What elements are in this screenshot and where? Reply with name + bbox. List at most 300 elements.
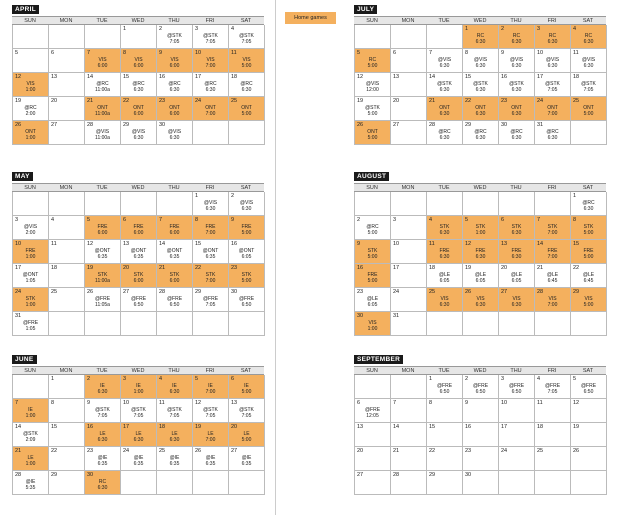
day-number: 15 [465, 74, 472, 80]
game-info: @RC 11:00a [95, 81, 110, 93]
game-info: @IE 5:35 [25, 479, 36, 491]
game-info: @RC 6:30 [168, 81, 181, 93]
day-cell [229, 192, 265, 216]
day-number: 5 [573, 376, 577, 382]
empty-cell [535, 312, 571, 336]
weekday-label: SAT [240, 185, 252, 191]
day-cell [193, 25, 229, 49]
weekday-label: FRI [205, 18, 215, 24]
game-info: @LE 6:05 [438, 272, 451, 284]
day-cell [13, 447, 49, 471]
game-info: LE 7:00 [205, 431, 216, 443]
weekday-label: WED [131, 18, 145, 24]
day-cell [85, 121, 121, 145]
day-cell [427, 264, 463, 288]
day-cell [571, 375, 607, 399]
game-info: IE 5:00 [241, 383, 252, 395]
month-label: JUNE [12, 355, 37, 364]
day-number: 16 [231, 241, 238, 247]
day-number: 5 [15, 50, 19, 56]
day-cell [13, 423, 49, 447]
game-info: @IE 6:35 [205, 455, 216, 467]
day-cell [157, 264, 193, 288]
game-info: @STK 7:05 [545, 81, 560, 93]
day-cell [157, 216, 193, 240]
day-number: 10 [15, 241, 22, 247]
day-number: 15 [51, 424, 58, 430]
weekday-label: WED [473, 18, 487, 24]
day-number: 31 [537, 122, 544, 128]
weekday-label: SAT [582, 185, 594, 191]
day-number: 17 [123, 424, 130, 430]
day-cell [535, 240, 571, 264]
day-number: 11 [159, 400, 165, 406]
empty-cell [157, 312, 193, 336]
game-info: RC 6:30 [583, 33, 594, 45]
game-info: @FRE 1:05 [22, 320, 39, 332]
day-cell [13, 49, 49, 73]
day-cell [391, 240, 427, 264]
day-cell [535, 121, 571, 145]
game-info: LE 1:00 [25, 455, 36, 467]
game-info: @STK 7:05 [167, 33, 182, 45]
game-info: @FRE 6:50 [166, 296, 183, 308]
game-info: @FRE 6:50 [130, 296, 147, 308]
game-info: RC 6:30 [511, 33, 522, 45]
day-number: 4 [51, 217, 55, 223]
day-cell [499, 288, 535, 312]
day-cell [463, 264, 499, 288]
weekday-label: TUE [96, 368, 108, 374]
day-number: 12 [357, 74, 364, 80]
day-cell [157, 288, 193, 312]
game-info: @VIS 6:30 [167, 129, 182, 141]
day-number: 21 [393, 448, 400, 454]
day-number: 20 [393, 98, 400, 104]
day-cell [355, 312, 391, 336]
game-info: @RC 6:30 [474, 129, 487, 141]
calendar-grid [12, 192, 264, 336]
game-info: @VIS 6:30 [581, 57, 596, 69]
game-info: @LE 6:05 [510, 272, 523, 284]
day-cell [121, 264, 157, 288]
day-number: 16 [87, 424, 94, 430]
day-number: 11 [429, 241, 435, 247]
home-games-legend: Home games [285, 12, 336, 24]
weekday-label: THU [510, 18, 522, 24]
day-number: 24 [537, 98, 544, 104]
day-number: 5 [195, 376, 199, 382]
day-number: 19 [15, 98, 22, 104]
day-cell [355, 447, 391, 471]
game-info: VIS 1:00 [25, 81, 36, 93]
day-cell [499, 49, 535, 73]
day-cell [427, 447, 463, 471]
day-cell [571, 399, 607, 423]
game-info: @RC 6:30 [240, 81, 253, 93]
game-info: STK 1:00 [475, 224, 486, 236]
day-cell [571, 240, 607, 264]
game-info: @ONT 6:05 [238, 248, 255, 260]
day-cell [121, 447, 157, 471]
day-number: 22 [429, 448, 436, 454]
day-cell [121, 97, 157, 121]
day-number: 15 [573, 241, 580, 247]
day-cell [13, 471, 49, 495]
day-number: 7 [15, 400, 19, 406]
game-info: @RC 6:30 [204, 81, 217, 93]
day-cell [463, 471, 499, 495]
day-number: 7 [393, 400, 397, 406]
game-info: @FRE 7:05 [202, 296, 219, 308]
day-cell [193, 240, 229, 264]
day-cell [229, 73, 265, 97]
day-cell [463, 216, 499, 240]
day-cell [571, 25, 607, 49]
day-cell [229, 288, 265, 312]
game-info: @VIS 6:30 [473, 57, 488, 69]
game-info: @VIS 2:00 [23, 224, 38, 236]
day-number: 27 [393, 122, 400, 128]
month-label: APRIL [12, 5, 39, 14]
weekday-label: SAT [240, 368, 252, 374]
day-cell [121, 216, 157, 240]
day-number: 2 [87, 376, 91, 382]
day-number: 23 [87, 448, 94, 454]
weekday-label: THU [510, 185, 522, 191]
empty-cell [85, 192, 121, 216]
day-cell [121, 25, 157, 49]
day-number: 6 [393, 50, 397, 56]
day-number: 4 [537, 376, 541, 382]
game-info: @STK 7:05 [203, 407, 218, 419]
day-cell [85, 49, 121, 73]
weekday-label: FRI [205, 185, 215, 191]
day-number: 25 [537, 448, 544, 454]
empty-cell [121, 312, 157, 336]
day-number: 27 [123, 289, 130, 295]
day-cell [121, 240, 157, 264]
weekday-label: FRI [547, 18, 557, 24]
game-info: VIS 6:30 [439, 296, 450, 308]
day-number: 25 [159, 448, 166, 454]
day-number: 9 [357, 241, 361, 247]
game-info: LE 6:30 [97, 431, 108, 443]
day-number: 13 [123, 241, 130, 247]
day-number: 23 [159, 98, 166, 104]
day-cell [85, 399, 121, 423]
day-number: 21 [87, 98, 94, 104]
day-number: 18 [159, 424, 166, 430]
day-cell [157, 423, 193, 447]
day-cell [463, 49, 499, 73]
empty-cell [49, 192, 85, 216]
day-number: 26 [195, 448, 202, 454]
game-info: RC 6:30 [547, 33, 558, 45]
day-cell [499, 399, 535, 423]
day-number: 8 [195, 217, 199, 223]
weekday-label: SAT [582, 368, 594, 374]
day-number: 1 [123, 26, 127, 32]
game-info: ONT 6:30 [475, 105, 486, 117]
day-cell [355, 423, 391, 447]
day-cell [13, 312, 49, 336]
day-cell [499, 97, 535, 121]
weekday-label: FRI [205, 368, 215, 374]
game-info: IE 6:30 [97, 383, 108, 395]
day-cell [427, 471, 463, 495]
day-cell [49, 423, 85, 447]
weekday-label: MON [59, 368, 73, 374]
day-number: 15 [195, 241, 202, 247]
weekday-label: MON [59, 185, 73, 191]
game-info: STK 6:00 [133, 272, 144, 284]
empty-cell [121, 471, 157, 495]
weekday-label: MON [401, 185, 415, 191]
empty-cell [427, 25, 463, 49]
day-number: 29 [573, 289, 580, 295]
empty-cell [229, 312, 265, 336]
day-number: 22 [195, 265, 202, 271]
day-number: 25 [573, 98, 580, 104]
game-info: @STK 7:05 [203, 33, 218, 45]
day-cell [157, 399, 193, 423]
day-number: 25 [51, 289, 58, 295]
day-number: 27 [501, 289, 508, 295]
day-number: 13 [501, 241, 508, 247]
day-cell [193, 73, 229, 97]
day-number: 6 [357, 400, 361, 406]
day-number: 10 [501, 400, 508, 406]
game-info: FRE 6:30 [439, 248, 450, 260]
calendar-grid [354, 375, 606, 495]
day-number: 24 [195, 98, 202, 104]
day-number: 28 [429, 122, 436, 128]
game-info: IE 7:00 [205, 383, 216, 395]
day-number: 29 [123, 122, 130, 128]
day-number: 14 [87, 74, 94, 80]
day-cell [229, 240, 265, 264]
day-cell [49, 471, 85, 495]
game-info: @LE 6:45 [582, 272, 595, 284]
game-info: LE 6:30 [133, 431, 144, 443]
game-info: STK 6:00 [169, 272, 180, 284]
day-number: 19 [87, 265, 94, 271]
game-info: @FRE 6:50 [472, 383, 489, 395]
game-info: @STK 7:05 [131, 407, 146, 419]
weekday-label: WED [473, 185, 487, 191]
day-number: 17 [393, 265, 400, 271]
empty-cell [13, 25, 49, 49]
empty-cell [85, 25, 121, 49]
day-number: 14 [15, 424, 22, 430]
game-info: STK 6:30 [511, 224, 522, 236]
day-number: 30 [159, 122, 166, 128]
day-number: 9 [159, 50, 163, 56]
day-cell [499, 25, 535, 49]
day-cell [463, 240, 499, 264]
day-cell [463, 73, 499, 97]
empty-cell [571, 471, 607, 495]
empty-cell [157, 192, 193, 216]
day-number: 24 [123, 448, 130, 454]
day-cell [157, 121, 193, 145]
game-info: @VIS 6:30 [131, 129, 146, 141]
day-cell [355, 121, 391, 145]
weekday-label: SUN [24, 368, 36, 374]
day-number: 18 [573, 74, 580, 80]
empty-cell [193, 312, 229, 336]
day-number: 27 [51, 122, 58, 128]
day-number: 7 [429, 50, 433, 56]
empty-cell [13, 375, 49, 399]
weekday-label: SUN [24, 185, 36, 191]
weekday-label: TUE [438, 185, 450, 191]
game-info: @VIS 6:30 [203, 200, 218, 212]
day-number: 24 [501, 448, 508, 454]
day-number: 9 [465, 400, 469, 406]
day-cell [157, 447, 193, 471]
day-number: 30 [465, 472, 472, 478]
calendar-grid [354, 25, 606, 145]
day-cell [463, 375, 499, 399]
day-number: 21 [159, 265, 166, 271]
day-cell [229, 423, 265, 447]
day-cell [463, 447, 499, 471]
day-cell [85, 216, 121, 240]
day-cell [571, 216, 607, 240]
game-info: @STK 7:05 [581, 81, 596, 93]
game-info: STK 1:00 [25, 296, 36, 308]
day-cell [499, 216, 535, 240]
empty-cell [427, 192, 463, 216]
calendar-grid [12, 25, 264, 145]
day-number: 16 [465, 424, 472, 430]
day-cell [355, 216, 391, 240]
empty-cell [49, 312, 85, 336]
empty-cell [85, 312, 121, 336]
day-cell [229, 49, 265, 73]
weekday-label: THU [168, 185, 180, 191]
weekday-label: SUN [24, 18, 36, 24]
day-cell [535, 264, 571, 288]
day-number: 12 [15, 74, 22, 80]
day-number: 10 [195, 50, 202, 56]
game-info: ONT 6:30 [511, 105, 522, 117]
day-number: 2 [357, 217, 361, 223]
game-info: FRE 5:00 [367, 272, 378, 284]
day-cell [391, 49, 427, 73]
day-number: 29 [465, 122, 472, 128]
day-cell [571, 288, 607, 312]
game-info: VIS 6:00 [97, 57, 108, 69]
day-cell [499, 447, 535, 471]
day-number: 6 [51, 50, 55, 56]
game-info: STK 5:00 [583, 224, 594, 236]
day-cell [229, 97, 265, 121]
day-number: 28 [159, 289, 166, 295]
game-info: @IE 6:35 [169, 455, 180, 467]
day-number: 13 [357, 424, 364, 430]
day-number: 27 [357, 472, 364, 478]
day-cell [535, 25, 571, 49]
day-cell [571, 423, 607, 447]
game-info: @STK 7:05 [95, 407, 110, 419]
game-info: @ONT 6:35 [166, 248, 183, 260]
weekday-label: TUE [96, 185, 108, 191]
day-number: 2 [465, 376, 469, 382]
empty-cell [535, 192, 571, 216]
game-info: @ONT 6:35 [130, 248, 147, 260]
day-cell [571, 97, 607, 121]
game-info: @VIS 12:00 [365, 81, 380, 93]
day-cell [121, 121, 157, 145]
day-cell [13, 97, 49, 121]
game-info: @ONT 1:05 [22, 272, 39, 284]
day-number: 1 [195, 193, 199, 199]
game-info: @RC 6:30 [438, 129, 451, 141]
day-number: 18 [51, 265, 58, 271]
game-info: FRE 5:00 [583, 248, 594, 260]
day-cell [193, 192, 229, 216]
day-number: 30 [357, 313, 364, 319]
day-number: 9 [231, 217, 235, 223]
day-cell [85, 97, 121, 121]
day-number: 11 [537, 400, 543, 406]
day-cell [193, 216, 229, 240]
empty-cell [391, 25, 427, 49]
column-divider [275, 0, 276, 515]
game-info: FRE 7:00 [547, 248, 558, 260]
game-info: @FRE 11:05a [94, 296, 111, 308]
day-number: 29 [195, 289, 202, 295]
day-cell [499, 240, 535, 264]
day-cell [229, 375, 265, 399]
day-cell [391, 288, 427, 312]
empty-cell [355, 192, 391, 216]
day-number: 23 [501, 98, 508, 104]
game-info: @STK 6:30 [509, 81, 524, 93]
game-info: @RC 6:30 [510, 129, 523, 141]
day-number: 25 [429, 289, 436, 295]
empty-cell [535, 471, 571, 495]
day-cell [571, 192, 607, 216]
day-number: 31 [393, 313, 400, 319]
empty-cell [193, 471, 229, 495]
game-info: @FRE 6:50 [508, 383, 525, 395]
game-info: RC 6:30 [475, 33, 486, 45]
day-number: 12 [573, 400, 580, 406]
game-info: FRE 6:00 [169, 224, 180, 236]
day-number: 6 [123, 217, 127, 223]
day-cell [535, 216, 571, 240]
day-cell [229, 264, 265, 288]
game-info: FRE 6:30 [511, 248, 522, 260]
day-cell [391, 97, 427, 121]
day-number: 22 [465, 98, 472, 104]
day-cell [49, 264, 85, 288]
game-info: @RC 6:30 [546, 129, 559, 141]
day-cell [427, 288, 463, 312]
game-info: @RC 6:30 [132, 81, 145, 93]
game-info: @VIS 6:30 [545, 57, 560, 69]
weekday-label: SAT [582, 18, 594, 24]
day-cell [463, 25, 499, 49]
day-number: 29 [429, 472, 436, 478]
day-cell [13, 121, 49, 145]
day-cell [193, 423, 229, 447]
day-cell [463, 399, 499, 423]
